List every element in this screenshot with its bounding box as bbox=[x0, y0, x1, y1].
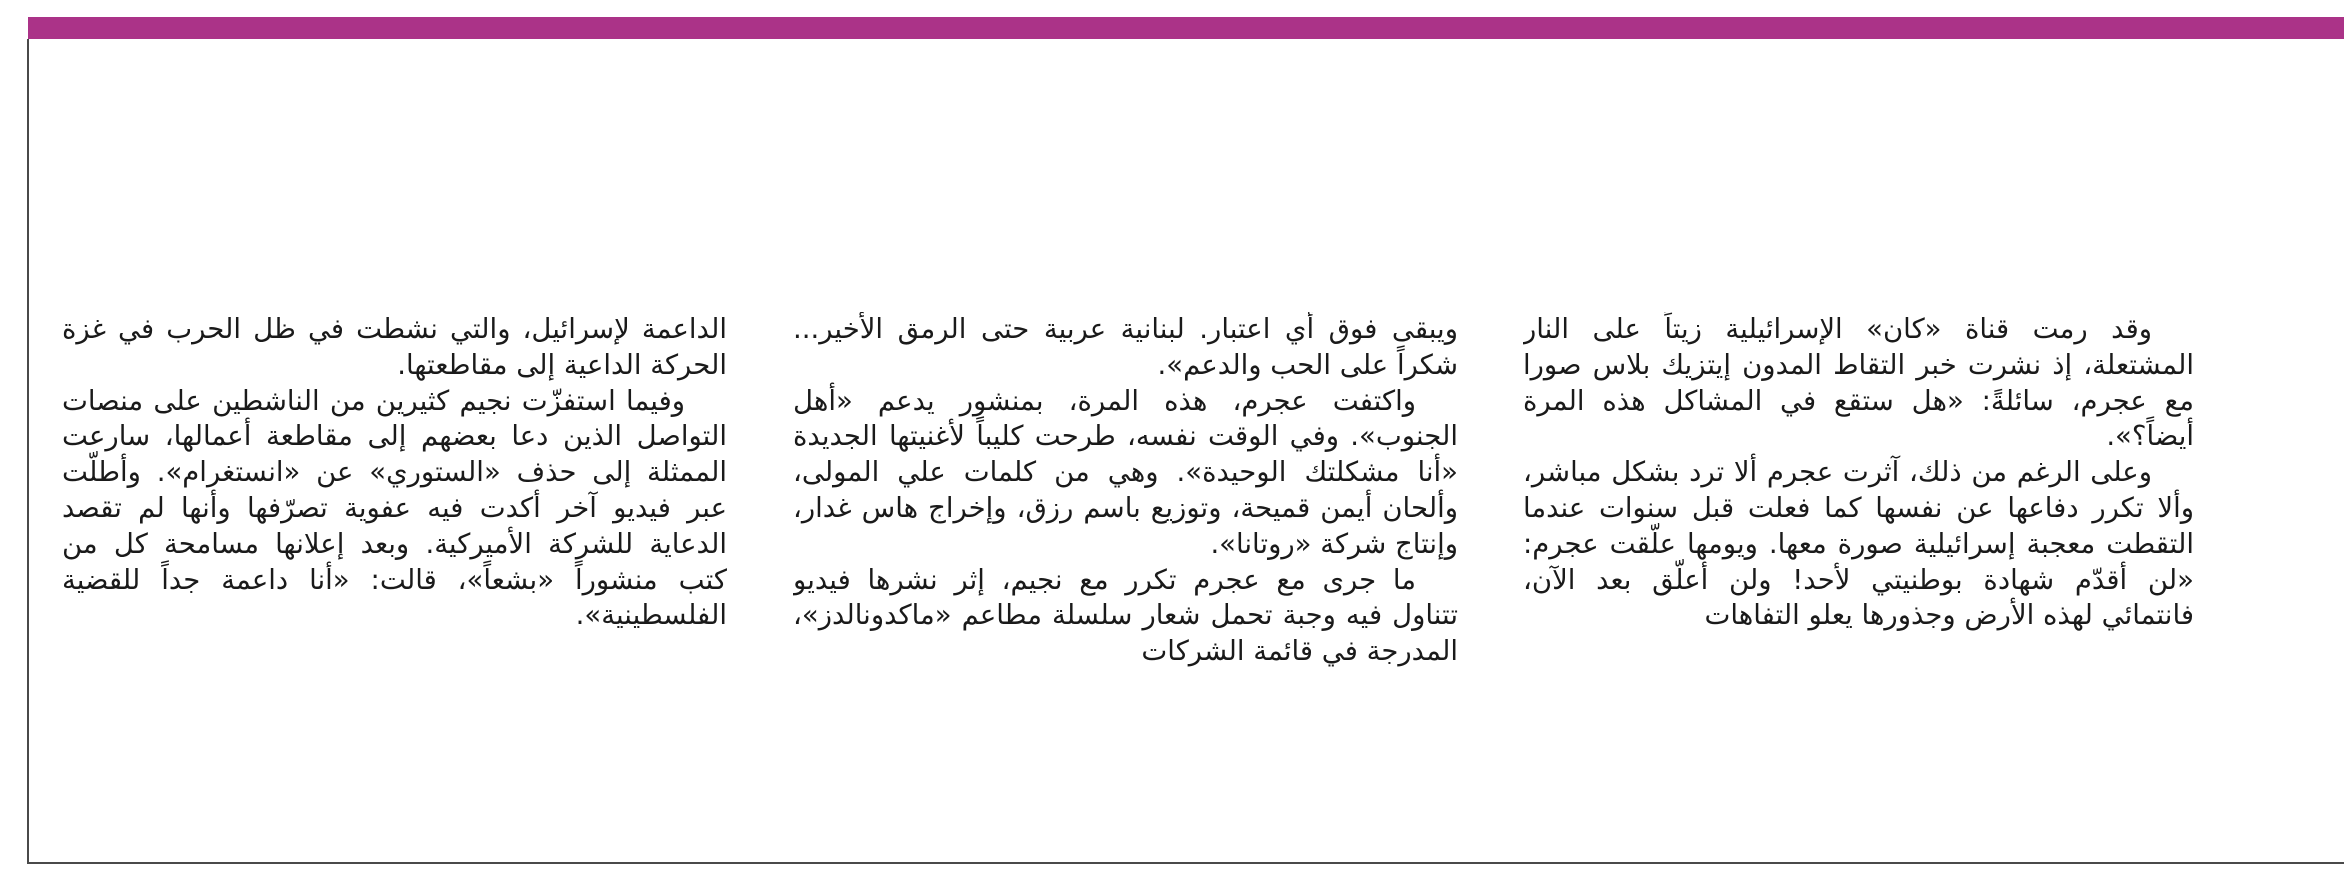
article-paragraph: واكتفت عجرم، هذه المرة، بمنشور يدعم «أهل الجنوب». وفي الوقت نفسه، طرحت كليباً لأغنيتها الجديدة «أنا مشكلتك الوحيدة». وهي من كلمات علي المولى، وألحان أيمن قميحة، وتوزيع باسم رزق، وإخراج هاس غدار، وإنتاج شركة «روتانا». bbox=[793, 384, 1458, 560]
article-paragraph: وعلى الرغم من ذلك، آثرت عجرم ألا ترد بشكل مباشر، وألا تكرر دفاعها عن نفسها كما فعلت قبل سنوات عندما التقطت معجبة إسرائيلية صورة معها. ويومها علّقت عجرم: «لن أقدّم شهادة بوطنيتي لأحد! ولن أعلّق بعد الآن، فانتمائي لهذه الأرض وجذورها يعلو التفاهات bbox=[1523, 456, 2194, 632]
article-paragraph: وفيما استفزّت نجيم كثيرين من الناشطين على منصات التواصل الذين دعا بعضهم إلى مقاطعة أعمالها، سارعت الممثلة إلى حذف «الستوري» عن «انستغرام». وأطلّت عبر فيديو آخر أكدت فيه عفوية تصرّفها وأنها لم تقصد الدعاية للشركة الأميركية. وبعد إعلانها مسامحة كل من كتب منشوراً «بشعاً»، قالت: «أنا داعمة جداً للقضية الفلسطينية». bbox=[62, 384, 727, 632]
article-paragraph: وقد رمت قناة «كان» الإسرائيلية زيتاً على النار المشتعلة، إذ نشرت خبر التقاط المدون إيتزيك بلاس صورا مع عجرم، سائلةً: «هل ستقع في المشاكل هذه المرة أيضاً؟». bbox=[1523, 313, 2194, 453]
article-paragraph: ما جرى مع عجرم تكرر مع نجيم، إثر نشرها فيديو تتناول فيه وجبة تحمل شعار سلسلة مطاعم «ماكدونالدز»، المدرجة في قائمة الشركات bbox=[793, 563, 1458, 668]
article-column-2 bbox=[793, 312, 1458, 812]
header-color-bar bbox=[28, 17, 2344, 39]
article-paragraph: ويبقى فوق أي اعتبار. لبنانية عربية حتى الرمق الأخير... شكراً على الحب والدعم». bbox=[793, 313, 1458, 381]
article-column-1 bbox=[1523, 312, 2194, 812]
article-paragraph: الداعمة لإسرائيل، والتي نشطت في ظل الحرب في غزة الحركة الداعية إلى مقاطعتها. bbox=[62, 313, 727, 381]
article-column-3 bbox=[62, 312, 727, 812]
